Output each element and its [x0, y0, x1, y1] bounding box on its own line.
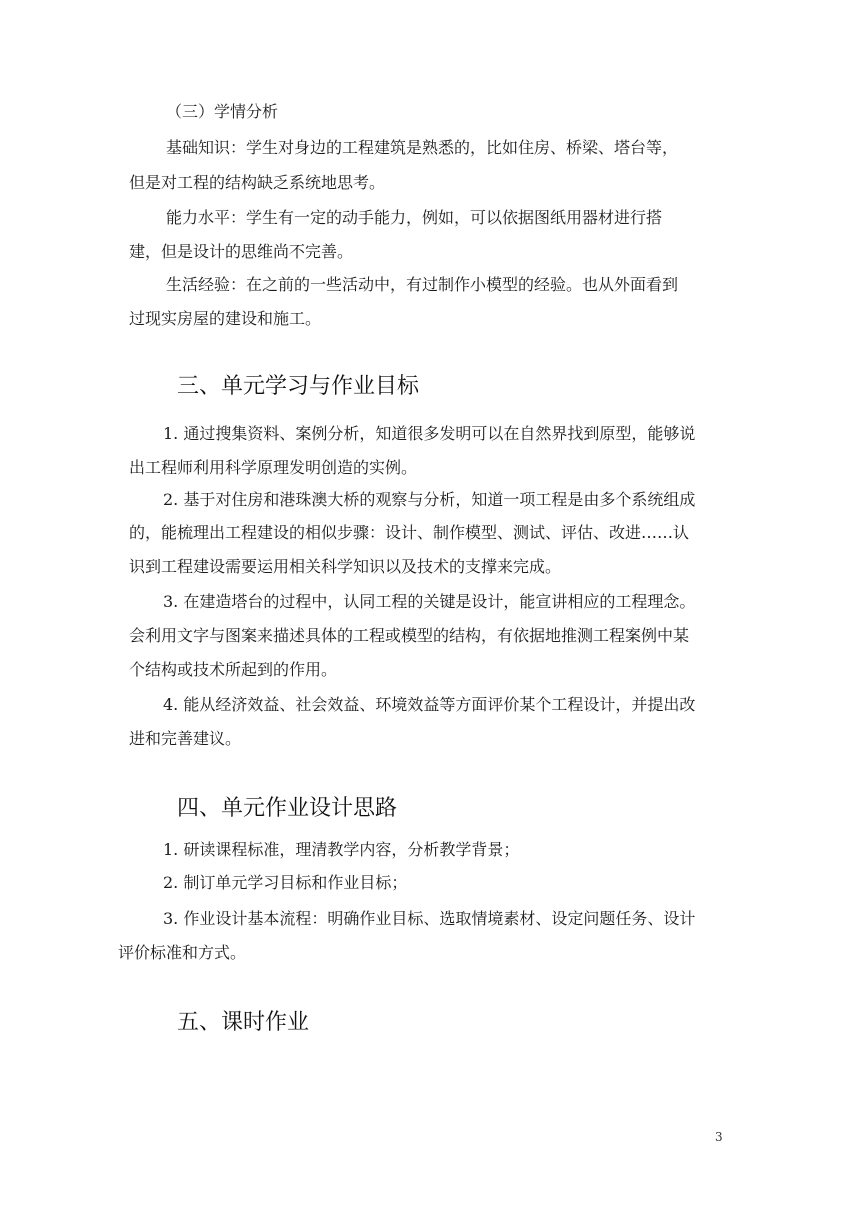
goal-item-1-line1: 1. 通过搜集资料、案例分析，知道很多发明可以在自然界找到原型，能够说: [163, 424, 696, 443]
paragraph-basic-knowledge-line1: 基础知识：学生对身边的工程建筑是熟悉的，比如住房、桥梁、塔台等，: [166, 138, 679, 157]
goal-item-2-line1: 2. 基于对住房和港珠澳大桥的观察与分析，知道一项工程是由多个系统组成: [163, 490, 696, 509]
goal-item-4-line2: 进和完善建议。: [129, 729, 242, 748]
design-item-3-line1: 3. 作业设计基本流程：明确作业目标、选取情境素材、设定问题任务、设计: [163, 909, 696, 928]
page-number: 3: [715, 1130, 723, 1144]
goal-item-1-line2: 出工程师利用科学原理发明创造的实例。: [129, 458, 418, 477]
paragraph-ability-line1: 能力水平：学生有一定的动手能力，例如，可以依据图纸用器材进行搭: [166, 208, 663, 227]
paragraph-life-experience-line1: 生活经验：在之前的一些活动中，有过制作小模型的经验。也从外面看到: [166, 275, 679, 294]
goal-item-2-line2: 的，能梳理出工程建设的相似步骤：设计、制作模型、测试、评估、改进……认: [129, 523, 690, 542]
design-item-1: 1. 研读课程标准，理清教学内容，分析教学背景；: [163, 840, 520, 859]
design-item-2: 2. 制订单元学习目标和作业目标；: [163, 873, 408, 892]
design-item-3-line2: 评价标准和方式。: [118, 943, 247, 962]
paragraph-life-experience-line2: 过现实房屋的建设和施工。: [129, 309, 322, 328]
goal-item-3-line2: 会利用文字与图案来描述具体的工程或模型的结构，有依据地推测工程案例中某: [129, 626, 690, 645]
goal-item-3-line3: 个结构或技术所起到的作用。: [129, 660, 338, 679]
goal-item-3-line1: 3. 在建造塔台的过程中，认同工程的关键是设计，能宣讲相应的工程理念。: [163, 592, 696, 611]
section-heading-design-approach: 四、单元作业设计思路: [177, 796, 398, 821]
goal-item-4-line1: 4. 能从经济效益、社会效益、环境效益等方面评价某个工程设计，并提出改: [163, 695, 696, 714]
goal-item-2-line3: 识到工程建设需要运用相关科学知识以及技术的支撑来完成。: [129, 557, 562, 576]
subsection-heading-learner-analysis: （三）学情分析: [166, 102, 279, 121]
paragraph-basic-knowledge-line2: 但是对工程的结构缺乏系统地思考。: [129, 173, 386, 192]
section-heading-unit-goals: 三、单元学习与作业目标: [177, 374, 420, 399]
paragraph-ability-line2: 建，但是设计的思维尚不完善。: [129, 242, 354, 261]
section-heading-lesson-homework: 五、课时作业: [177, 1010, 310, 1035]
